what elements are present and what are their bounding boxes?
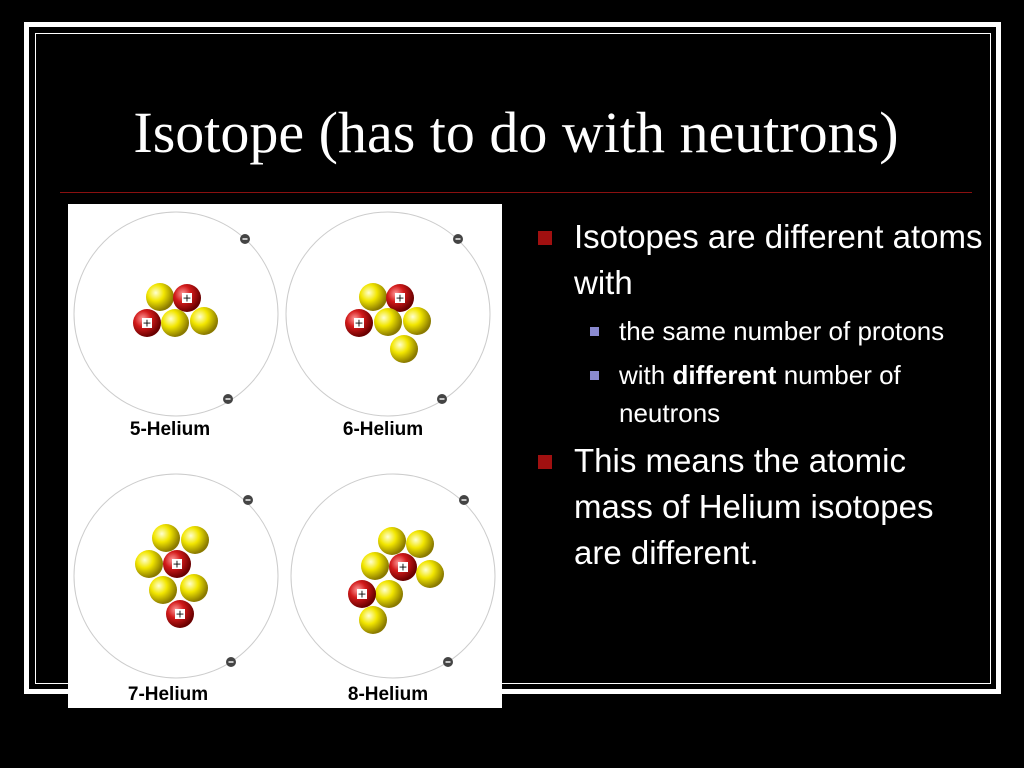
electron — [459, 495, 469, 505]
neutron — [180, 574, 208, 602]
svg-text:+: + — [175, 607, 185, 621]
bullet-item — [534, 438, 984, 576]
neutron — [359, 283, 387, 311]
electron — [453, 234, 463, 244]
slide-title: Isotope (has to do with neutrons) — [133, 100, 899, 165]
label-5-helium: 5-Helium — [129, 419, 211, 440]
sub-bullet-item — [534, 312, 984, 350]
neutron — [374, 308, 402, 336]
svg-text:+: + — [398, 560, 408, 574]
neutron — [181, 526, 209, 554]
bullet-list — [534, 214, 984, 582]
electron — [223, 394, 233, 404]
neutron — [149, 576, 177, 604]
svg-text:+: + — [354, 316, 364, 330]
proton — [345, 309, 373, 337]
neutron — [190, 307, 218, 335]
helium-isotopes-figure — [68, 204, 502, 708]
sub-bullet-text-pre: with — [619, 360, 673, 390]
svg-text:+: + — [357, 587, 367, 601]
square-bullet-icon — [590, 327, 599, 336]
electron — [240, 234, 250, 244]
neutron — [361, 552, 389, 580]
electron — [226, 657, 236, 667]
neutron — [359, 606, 387, 634]
svg-text:+: + — [172, 557, 182, 571]
svg-text:+: + — [182, 291, 192, 305]
neutron — [161, 309, 189, 337]
neutron — [403, 307, 431, 335]
atom-7-helium — [74, 474, 278, 705]
neutron — [375, 580, 403, 608]
sub-bullet-text: the same number of protons — [619, 316, 945, 346]
proton — [163, 550, 191, 578]
sub-bullet-text-bold: different — [672, 360, 777, 390]
svg-text:+: + — [395, 291, 405, 305]
bullet-item — [534, 214, 984, 306]
bullet-text: This means the atomic mass of Helium isotopes are different. — [574, 442, 934, 571]
electron — [443, 657, 453, 667]
atom-8-helium — [291, 474, 495, 705]
title-divider — [60, 192, 972, 193]
proton — [389, 553, 417, 581]
proton — [133, 309, 161, 337]
neutron — [378, 527, 406, 555]
svg-text:+: + — [142, 316, 152, 330]
square-bullet-icon — [538, 455, 552, 469]
label-7-helium: 7-Helium — [127, 684, 209, 705]
proton — [348, 580, 376, 608]
electron — [243, 495, 253, 505]
neutron — [135, 550, 163, 578]
label-8-helium: 8-Helium — [347, 684, 429, 705]
neutron — [416, 560, 444, 588]
square-bullet-icon — [590, 371, 599, 380]
bullet-text: Isotopes are different atoms with — [574, 218, 983, 301]
proton — [173, 284, 201, 312]
square-bullet-icon — [538, 231, 552, 245]
proton — [166, 600, 194, 628]
neutron — [390, 335, 418, 363]
sub-bullet-text-post: number of neutrons — [619, 360, 901, 428]
label-6-helium: 6-Helium — [342, 419, 424, 440]
proton — [386, 284, 414, 312]
electron — [437, 394, 447, 404]
neutron — [146, 283, 174, 311]
atom-6-helium — [286, 212, 490, 440]
neutron — [152, 524, 180, 552]
sub-bullet-item — [534, 356, 984, 432]
neutron — [406, 530, 434, 558]
atom-5-helium — [74, 212, 278, 440]
